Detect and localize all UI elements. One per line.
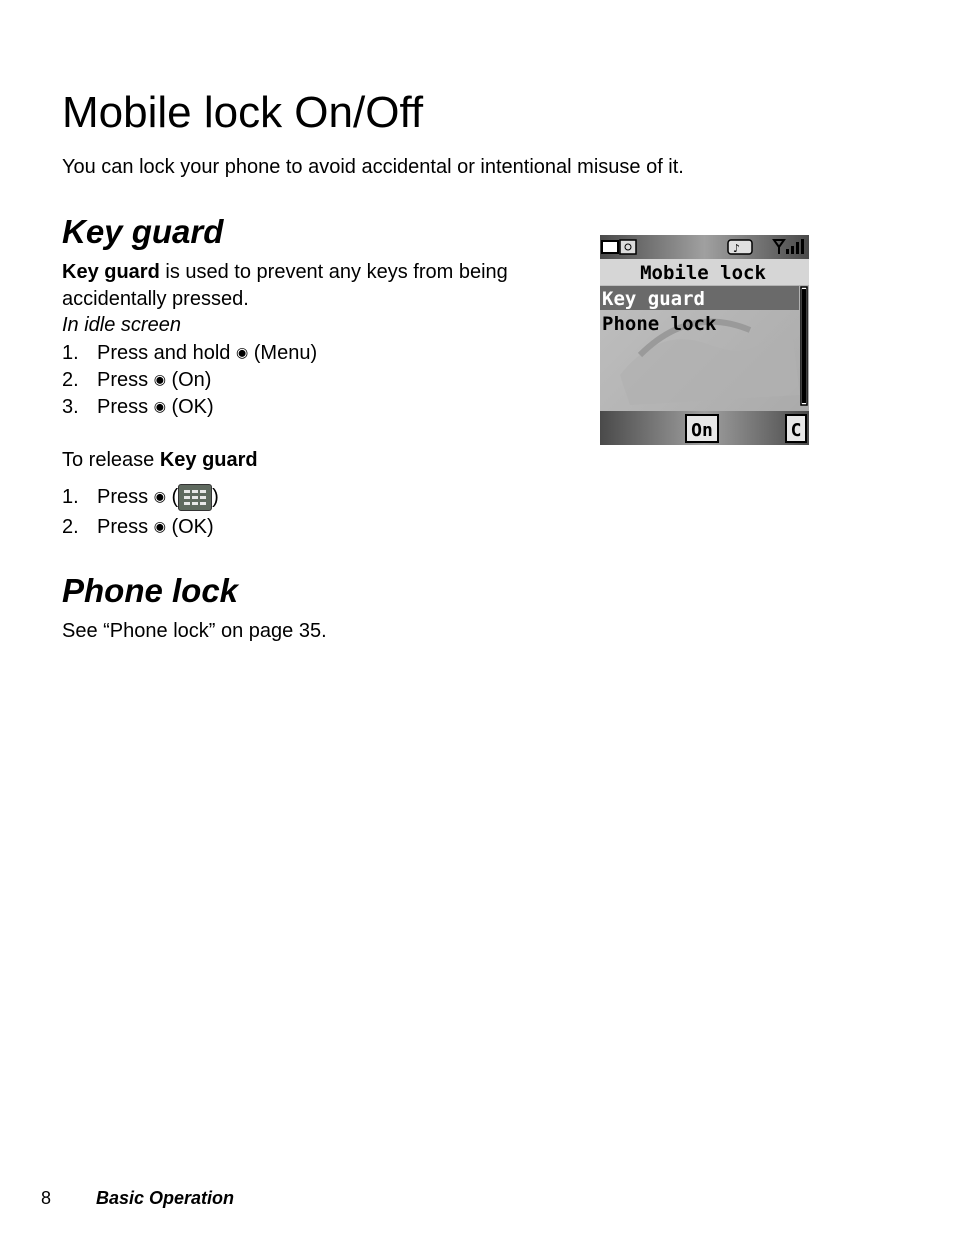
key-guard-heading: Key guard (62, 213, 224, 250)
step-number: 2. (62, 516, 79, 538)
intro-text: You can lock your phone to avoid accidental or intentional misuse of it. (62, 156, 684, 178)
step-3 (62, 393, 214, 421)
key-guard-desc-line-2: accidentally pressed. (62, 288, 249, 310)
release-step-2 (62, 513, 214, 541)
release-intro-text: To release (62, 449, 160, 471)
key-guard-desc-line-1 (62, 259, 508, 286)
page-title: Mobile lock On/Off (62, 88, 424, 137)
menu-grid-icon (178, 484, 212, 511)
phone-lock-text: See “Phone lock” on page 35. (62, 620, 327, 642)
key-icon: ◉ (153, 371, 166, 387)
step-number: 2. (62, 369, 79, 391)
softkey-c: C (790, 420, 802, 441)
phone-lock-heading: Phone lock (62, 572, 239, 609)
release-step-1 (62, 483, 219, 511)
key-icon: ◉ (235, 344, 249, 360)
step-label: (OK) (171, 516, 214, 538)
page-number: 8 (41, 1188, 52, 1208)
footer-section-title: Basic Operation (96, 1188, 235, 1208)
release-intro-bold: Key guard (159, 449, 258, 471)
ringer-icon (728, 240, 752, 255)
step-label: (OK) (171, 396, 214, 418)
paren-close: ) (212, 486, 219, 508)
step-text: Press and hold (97, 342, 231, 364)
step-1 (62, 339, 317, 367)
paren-open: ( (171, 486, 179, 508)
key-guard-desc-rest: is used to prevent any keys from being (159, 261, 508, 283)
battery-icon (602, 241, 618, 253)
scrollbar (801, 287, 807, 405)
svg-text:♪: ♪ (733, 242, 741, 255)
screen-item-phone-lock: Phone lock (602, 313, 717, 335)
release-intro (62, 447, 258, 474)
screen-title: Mobile lock (640, 262, 766, 284)
step-label: (Menu) (253, 342, 318, 364)
phone-screen-image (600, 235, 809, 445)
step-2 (62, 366, 211, 394)
idle-screen-label: In idle screen (62, 314, 181, 336)
step-label: (On) (171, 369, 212, 391)
key-icon: ◉ (153, 488, 166, 504)
step-number: 1. (62, 342, 79, 364)
message-icon (620, 240, 636, 254)
key-guard-desc-bold: Key guard (62, 261, 160, 283)
step-text: Press (97, 516, 149, 538)
screen-item-key-guard: Key guard (602, 288, 705, 310)
step-number: 1. (62, 486, 79, 508)
key-icon: ◉ (153, 518, 166, 534)
step-text: Press (97, 486, 149, 508)
softkey-on: On (691, 420, 713, 441)
step-text: Press (97, 396, 149, 418)
step-text: Press (97, 369, 149, 391)
key-icon: ◉ (153, 398, 166, 414)
step-number: 3. (62, 396, 79, 418)
